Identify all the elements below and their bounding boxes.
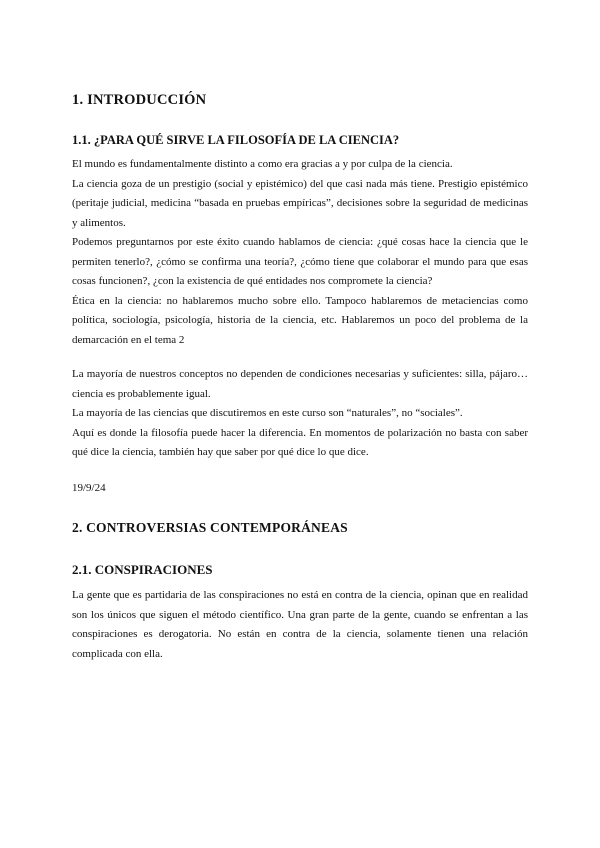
heading-para-que-sirve: 1.1. ¿PARA QUÉ SIRVE LA FILOSOFÍA DE LA CIENCIA? [72, 133, 400, 147]
heading-conspiraciones: 2.1. CONSPIRACIONES [72, 562, 213, 577]
paragraph: El mundo es fundamentalmente distinto a como era gracias a y por culpa de la ciencia. [72, 158, 453, 170]
paragraph: Ética en la ciencia: no hablaremos mucho sobre ello. Tampoco hablaremos de metaciencias como política, sociología, psicología, historia de la ciencia, etc. Hablaremos un poco del problema de la demarcación en el tema 2 [72, 294, 528, 346]
date-label: 19/9/24 [72, 482, 106, 494]
paragraph: La mayoría de nuestros conceptos no dependen de condiciones necesarias y suficientes: silla, pájaro… ciencia es probablemente igual. [72, 368, 528, 400]
paragraph: La gente que es partidaria de las conspiraciones no está en contra de la ciencia, opinan que en realidad son los únicos que siguen el método científico. Una gran parte de la gente, cuando se enfrentan a las conspiraciones es derogatoria. No están en contra de la ciencia, solamente tienen una relación complicada con ella. [72, 589, 528, 660]
heading-introduccion: 1. INTRODUCCIÓN [72, 92, 207, 108]
heading-controversias: 2. CONTROVERSIAS CONTEMPORÁNEAS [72, 520, 348, 535]
paragraph: Podemos preguntarnos por este éxito cuando hablamos de ciencia: ¿qué cosas hace la ciencia que le permiten tenerlo?, ¿cómo se confirma una teoría?, ¿cómo tiene que colaborar el mundo para que esas cosas funcionen?, ¿con la existencia de qué entidades nos compromete la ciencia? [72, 236, 528, 287]
paragraph: Aquí es donde la filosofía puede hacer la diferencia. En momentos de polarización no basta con saber qué dice la ciencia, también hay que saber por qué dice lo que dice. [72, 426, 528, 458]
conspiraciones-section [72, 586, 528, 664]
paragraph: La ciencia goza de un prestigio (social y epistémico) del que casi nada más tiene. Prestigio epistémico (peritaje judicial, medicina “basada en pruebas empíricas”, decisiones sobre la seguridad de medicinas y alimentos. [72, 177, 528, 229]
intro-section [72, 155, 528, 350]
second-section [72, 365, 528, 463]
paragraph: La mayoría de las ciencias que discutiremos en este curso son “naturales”, no “sociales”. [72, 407, 463, 419]
